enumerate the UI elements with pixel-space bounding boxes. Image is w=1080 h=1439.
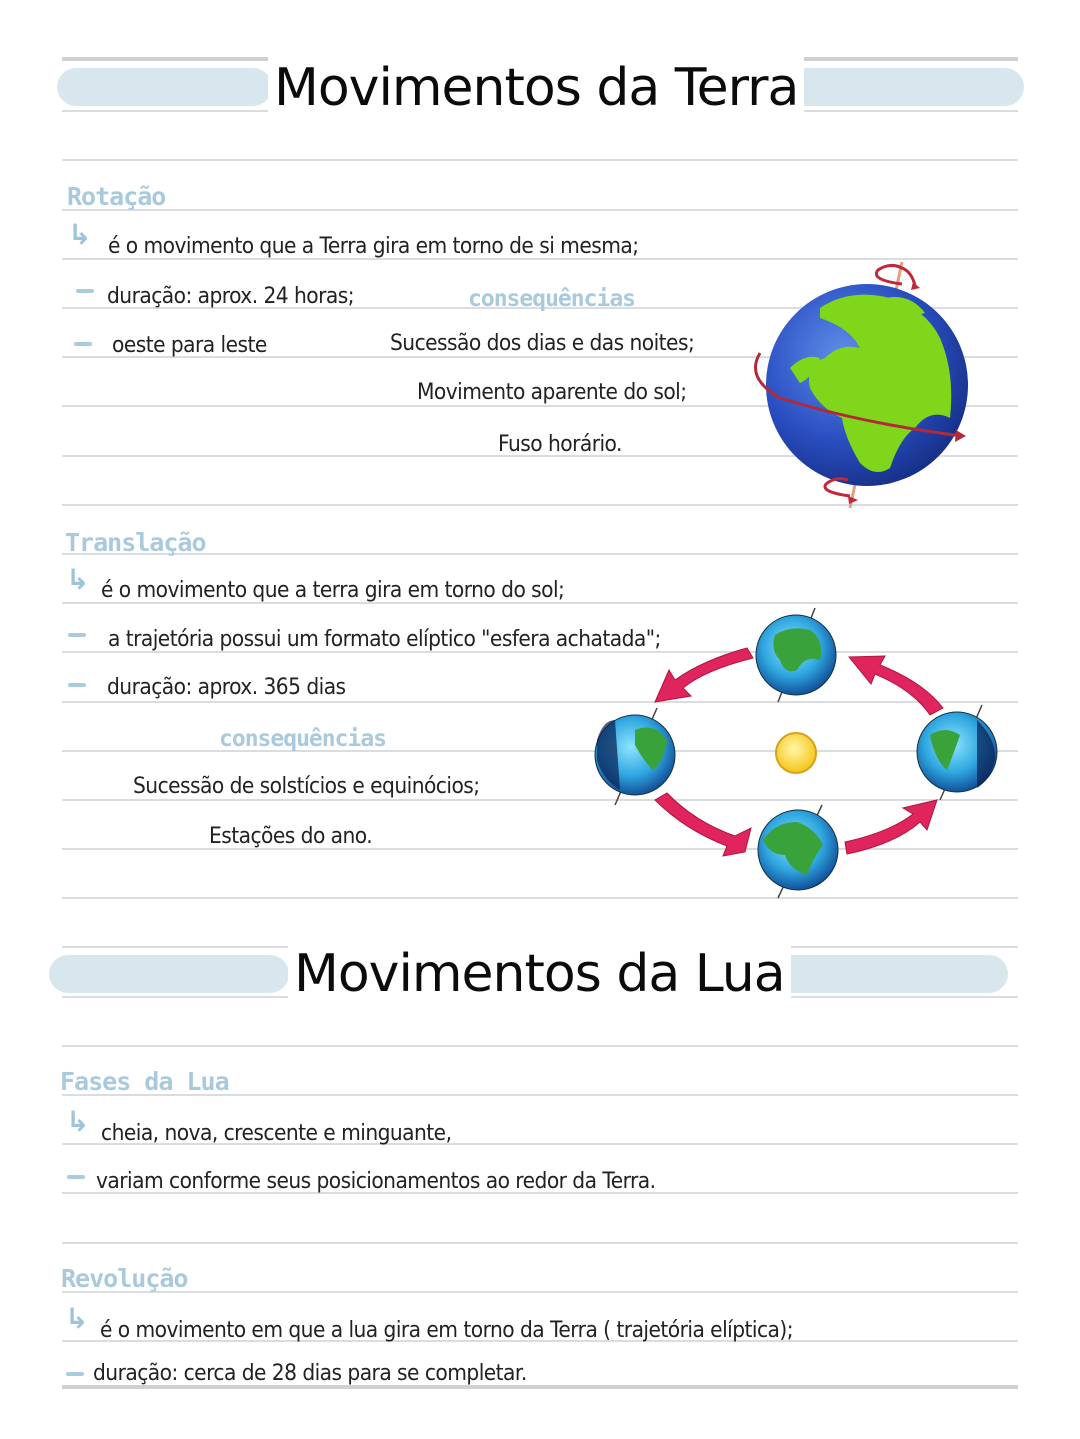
arrow-bullet-icon: ↳ xyxy=(66,563,90,596)
rotation-item: duração: aprox. 24 horas; xyxy=(107,284,354,309)
rule xyxy=(62,209,1018,211)
translation-consequences-heading: consequências xyxy=(219,726,387,752)
dash-bullet-icon xyxy=(68,633,86,637)
translation-consequence: Estações do ano. xyxy=(209,824,373,849)
dash-bullet-icon xyxy=(76,289,94,293)
rotation-consequences-heading: consequências xyxy=(468,286,636,312)
rule xyxy=(62,1242,1018,1244)
page-title: Movimentos da Terra xyxy=(268,56,804,120)
rule xyxy=(62,1045,1018,1047)
translation-heading: Translação xyxy=(65,528,206,557)
revolution-heading: Revolução xyxy=(61,1264,188,1293)
dash-bullet-icon xyxy=(67,1175,85,1179)
rule xyxy=(62,1291,1018,1293)
translation-consequence: Sucessão de solstícios e equinócios; xyxy=(133,774,480,799)
moon-phases-heading: Fases da Lua xyxy=(60,1067,229,1096)
rotation-consequence: Fuso horário. xyxy=(498,432,622,457)
earth-orbit-diagram-icon xyxy=(585,600,1015,900)
arrow-bullet-icon: ↳ xyxy=(66,1105,90,1138)
rule xyxy=(62,159,1018,161)
title-decoration-right xyxy=(788,68,1024,106)
title-decoration-left xyxy=(57,68,272,106)
section-title: Movimentos da Lua xyxy=(288,942,791,1006)
moon-phases-item: variam conforme seus posicionamentos ao redor da Terra. xyxy=(96,1169,656,1194)
rotation-heading: Rotação xyxy=(67,182,166,211)
earth-rotation-globe-icon xyxy=(750,258,980,513)
title-decoration-left xyxy=(49,955,289,993)
revolution-item: duração: cerca de 28 dias para se completar. xyxy=(93,1361,527,1386)
arrow-bullet-icon: ↳ xyxy=(65,1302,89,1335)
arrow-bullet-icon: ↳ xyxy=(68,218,92,251)
translation-item: a trajetória possui um formato elíptico "esfera achatada"; xyxy=(108,627,661,652)
moon-phases-definition: cheia, nova, crescente e minguante, xyxy=(101,1121,452,1146)
rotation-consequence: Movimento aparente do sol; xyxy=(417,380,687,405)
dash-bullet-icon xyxy=(68,683,86,687)
revolution-definition: é o movimento em que a lua gira em torno da Terra ( trajetória elíptica); xyxy=(100,1318,794,1343)
rotation-consequence: Sucessão dos dias e das noites; xyxy=(390,331,695,356)
rotation-definition: é o movimento que a Terra gira em torno de si mesma; xyxy=(108,234,639,259)
dash-bullet-icon xyxy=(74,342,92,346)
rotation-item: oeste para leste xyxy=(112,333,267,358)
dash-bullet-icon xyxy=(66,1372,84,1376)
title-decoration-right xyxy=(755,955,1008,993)
translation-item: duração: aprox. 365 dias xyxy=(107,675,346,700)
translation-definition: é o movimento que a terra gira em torno do sol; xyxy=(101,578,565,603)
